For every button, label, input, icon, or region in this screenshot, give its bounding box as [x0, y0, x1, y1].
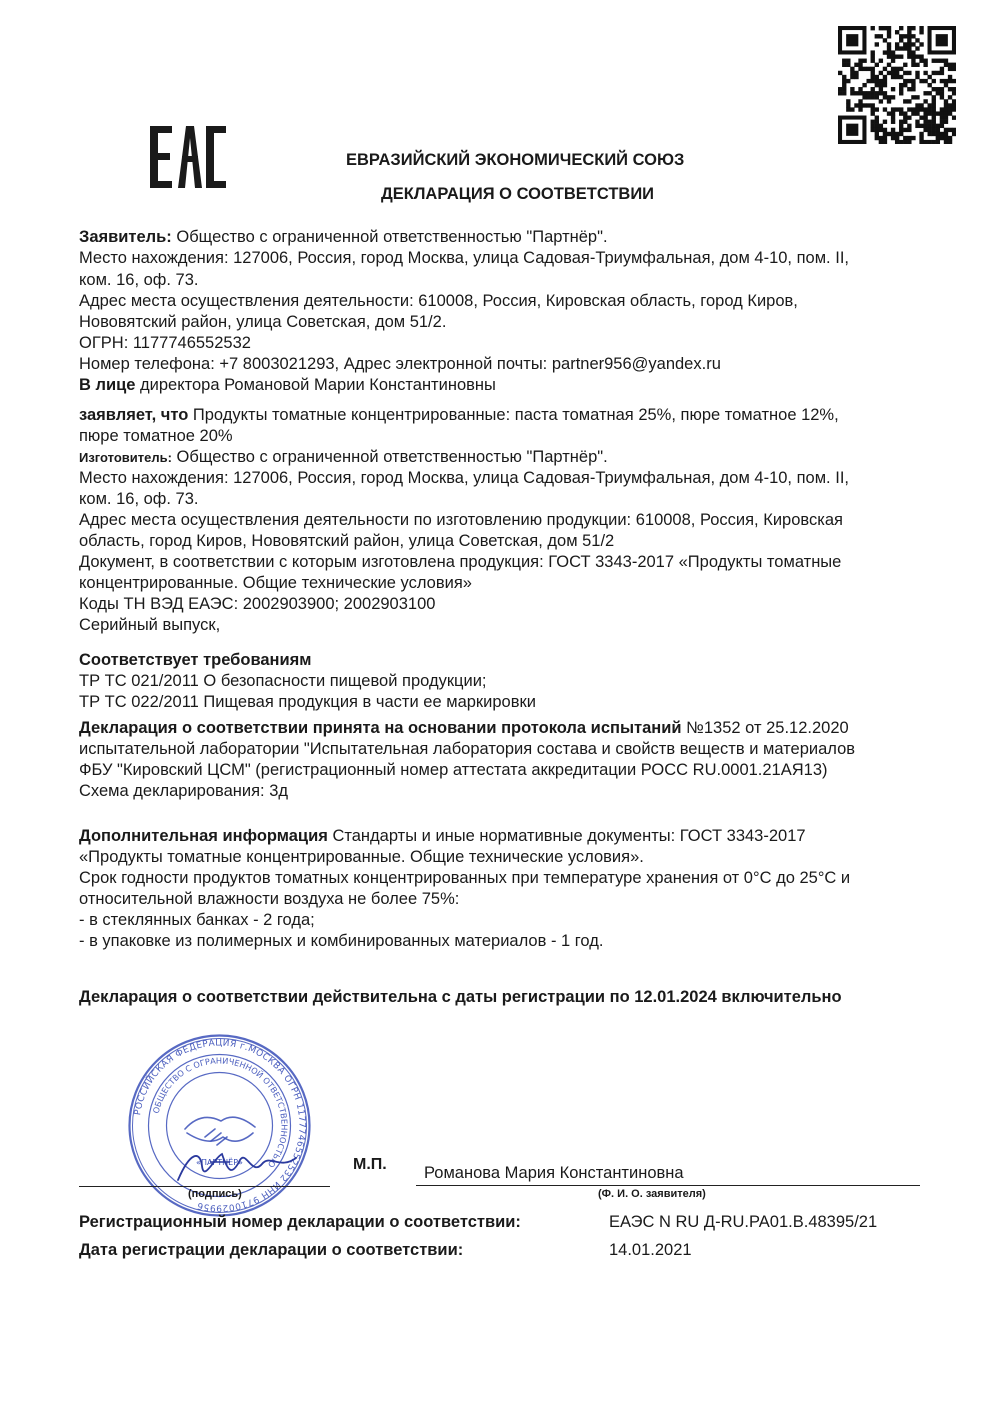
serial-production: Серийный выпуск, — [79, 616, 221, 634]
eac-mark-icon — [148, 126, 228, 188]
lab-line-2: ФБУ "Кировский ЦСМ" (регистрационный номер аттестата аккредитации РОСС RU.0001.21АЯ13) — [79, 761, 828, 779]
manufacturer-address-2: ком. 16, оф. 73. — [79, 490, 199, 508]
production-address-2: область, город Киров, Нововятский район, улица Советская, дом 51/2 — [79, 532, 615, 550]
manufacturer-name: Общество с ограниченной ответственностью "Партнёр". — [171, 448, 608, 466]
additional-text-2: «Продукты томатные концентрированные. Общие технические условия». — [79, 848, 644, 866]
shelf-life-2: относительной влажности воздуха не более 75%: — [79, 890, 460, 908]
additional-text-1: Стандарты и иные нормативные документы: ГОСТ 3343-2017 — [327, 827, 806, 845]
registration-date-value: 14.01.2021 — [609, 1241, 692, 1259]
name-caption: (Ф. И. О. заявителя) — [598, 1188, 706, 1200]
representative-text: директора Романовой Марии Константиновны — [135, 376, 496, 394]
signer-name: Романова Мария Константиновна — [424, 1164, 684, 1182]
applicant-contacts: Номер телефона: +7 8003021293, Адрес электронной почты: partner956@yandex.ru — [79, 355, 721, 373]
signature-icon — [170, 1142, 310, 1188]
applicant-address-2: ком. 16, оф. 73. — [79, 271, 199, 289]
applicant-ogrn: ОГРН: 1177746552532 — [79, 334, 251, 352]
registration-date-label: Дата регистрации декларации о соответствии: — [79, 1241, 464, 1259]
signature-line — [79, 1186, 330, 1187]
additional-label: Дополнительная информация — [79, 827, 328, 845]
requirements-label: Соответствует требованиям — [79, 651, 312, 669]
production-address-1: Адрес места осуществления деятельности по изготовлению продукции: 610008, Россия, Кировская — [79, 511, 843, 529]
requirement-2: ТР ТС 022/2011 Пищевая продукция в части ее маркировки — [79, 693, 536, 711]
seal-center-text: «ПАРТНЁР» — [196, 1158, 243, 1167]
applicant-activity-2: Нововятский район, улица Советская, дом 51/2. — [79, 313, 447, 331]
customs-codes: Коды ТН ВЭД ЕАЭС: 2002903900; 2002903100 — [79, 595, 436, 613]
representative-label: В лице — [79, 376, 136, 394]
stamp-place-label: М.П. — [353, 1156, 387, 1173]
standard-line-1: Документ, в соответствии с которым изготовлена продукция: ГОСТ 3343-2017 «Продукты томатные — [79, 553, 842, 571]
protocol-number: №1352 от 25.12.2020 — [681, 719, 849, 737]
product-line-1: Продукты томатные концентрированные: паста томатная 25%, пюре томатное 12%, — [188, 406, 839, 424]
applicant-label: Заявитель: — [79, 228, 172, 246]
lab-line-1: испытательной лаборатории "Испытательная лаборатория состава и свойств веществ и материалов — [79, 740, 856, 758]
validity-statement: Декларация о соответствии действительна с даты регистрации по 12.01.2024 включительно — [79, 988, 842, 1006]
registration-number-label: Регистрационный номер декларации о соответствии: — [79, 1213, 521, 1231]
document-title: ДЕКЛАРАЦИЯ О СООТВЕТСТВИИ — [381, 185, 655, 203]
applicant-address-1: Место нахождения: 127006, Россия, город Москва, улица Садовая-Триумфальная, дом 4-10, пом. II, — [79, 249, 849, 267]
manufacturer-line — [79, 447, 608, 468]
additional-line — [79, 826, 806, 847]
applicant-activity-1: Адрес места осуществления деятельности: 610008, Россия, Кировская область, город Киров, — [79, 292, 798, 310]
shelf-life-4: - в упаковке из полимерных и комбинированных материалов - 1 год. — [79, 932, 604, 950]
requirement-1: ТР ТС 021/2011 О безопасности пищевой продукции; — [79, 672, 487, 690]
union-title: ЕВРАЗИЙСКИЙ ЭКОНОМИЧЕСКИЙ СОЮЗ — [346, 151, 685, 169]
basis-line — [79, 718, 849, 739]
shelf-life-1: Срок годности продуктов томатных концентрированных при температуре хранения от 0°С до 25°С и — [79, 869, 851, 887]
basis-label: Декларация о соответствии принята на основании протокола испытаний — [79, 719, 682, 737]
standard-line-2: концентрированные. Общие технические условия» — [79, 574, 472, 592]
qr-code-icon — [838, 26, 956, 144]
product-line-2: пюре томатное 20% — [79, 427, 233, 445]
applicant-name: Общество с ограниченной ответственностью "Партнёр". — [171, 228, 608, 246]
declares-label: заявляет, что — [79, 406, 189, 424]
declaration-scheme: Схема декларирования: 3д — [79, 782, 289, 800]
manufacturer-label: Изготовитель: — [79, 450, 172, 465]
declares-line — [79, 405, 839, 426]
seal-outer-text: РОССИЙСКАЯ ФЕДЕРАЦИЯ г.МОСКВА ОГРН 1177746552532 ИНН 9710029956 — [133, 1038, 307, 1213]
seal-inner-text: ОБЩЕСТВО С ОГРАНИЧЕННОЙ ОТВЕТСТВЕННОСТЬЮ — [150, 1055, 290, 1170]
applicant-line — [79, 227, 608, 248]
manufacturer-address-1: Место нахождения: 127006, Россия, город Москва, улица Садовая-Триумфальная, дом 4-10, пом. II, — [79, 469, 849, 487]
representative-line — [79, 375, 496, 396]
shelf-life-3: - в стеклянных банках - 2 года; — [79, 911, 315, 929]
signature-caption: (подпись) — [188, 1188, 242, 1200]
name-line — [416, 1185, 920, 1186]
registration-number-value: ЕАЭС N RU Д-RU.PA01.B.48395/21 — [609, 1213, 878, 1231]
